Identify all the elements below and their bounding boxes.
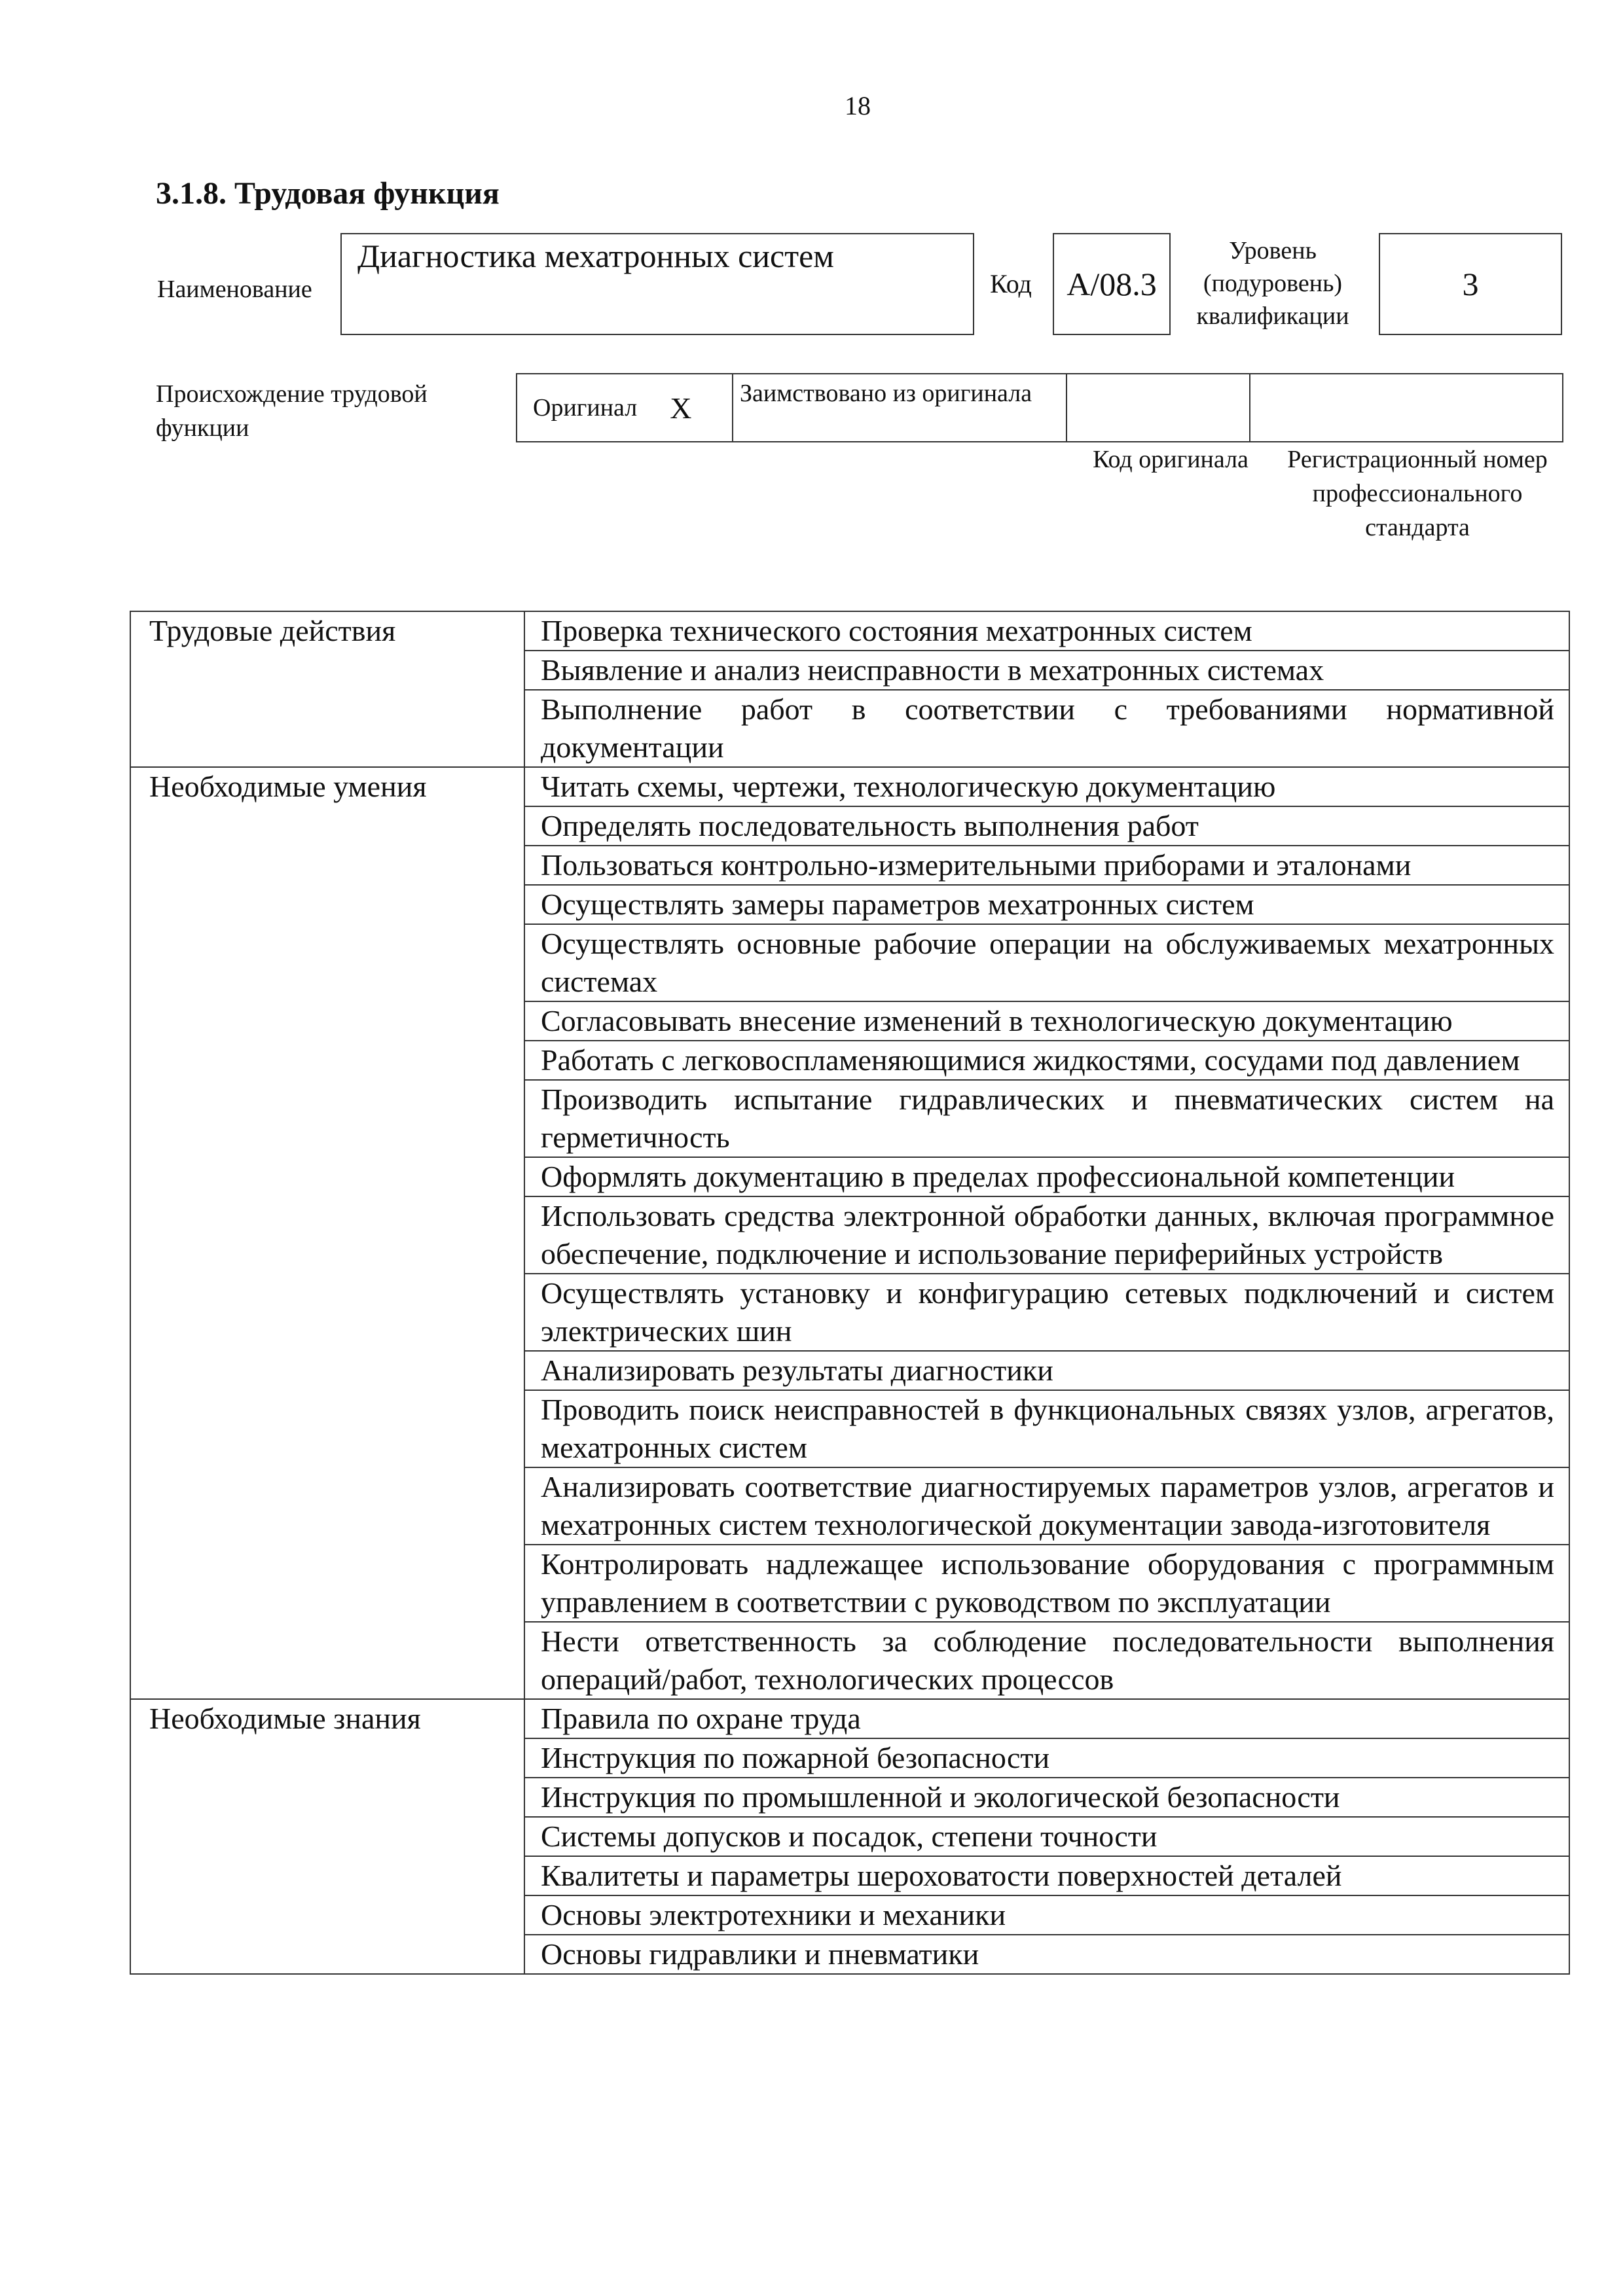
table-row [130,611,1569,651]
category-cell: Необходимые умения [130,767,524,1699]
item-cell: Выявление и анализ неисправности в мехатронных системах [524,651,1569,690]
item-cell: Основы гидравлики и пневматики [524,1935,1569,1974]
origin-label: Происхождение трудовой функции [156,380,428,442]
table-row [130,1699,1569,1738]
origin-original-label: Оригинал [533,394,638,422]
item-cell: Пользоваться контрольно-измерительными приборами и эталонами [524,846,1569,885]
item-cell: Системы допусков и посадок, степени точности [524,1817,1569,1856]
origin-row [516,373,1563,442]
item-cell: Проверка технического состояния мехатронных систем [524,611,1569,651]
item-cell: Основы электротехники и механики [524,1895,1569,1935]
table-row [130,767,1569,806]
level-label: Уровень (подуровень) квалификации [1196,237,1349,330]
item-cell: Выполнение работ в соответствии с требованиями нормативной документации [524,690,1569,767]
item-cell: Оформлять документацию в пределах профессиональной компетенции [524,1157,1569,1196]
name-value-box: Диагностика мехатронных систем [340,233,974,335]
code-original-caption: Код оригинала [1093,446,1249,473]
item-cell: Инструкция по промышленной и экологической безопасности [524,1778,1569,1817]
item-cell: Нести ответственность за соблюдение последовательности выполнения операций/работ, технологических процессов [524,1622,1569,1699]
item-cell: Инструкция по пожарной безопасности [524,1738,1569,1778]
origin-reg-cell [1250,374,1562,441]
item-cell: Квалитеты и параметры шероховатости поверхностей деталей [524,1856,1569,1895]
category-cell: Трудовые действия [130,611,524,767]
origin-original-cell [517,374,733,441]
item-cell: Правила по охране труда [524,1699,1569,1738]
origin-original-mark: X [670,391,692,425]
item-cell: Использовать средства электронной обработки данных, включая программное обеспечение, подключение и использование периферийных устройств [524,1196,1569,1274]
item-cell: Читать схемы, чертежи, технологическую документацию [524,767,1569,806]
reg-number-caption: Регистрационный номер профессионального стандарта [1287,446,1548,541]
section-title: 3.1.8. Трудовая функция [156,176,500,211]
item-cell: Анализировать результаты диагностики [524,1351,1569,1390]
item-cell: Контролировать надлежащее использование оборудования с программным управлением в соответствии с руководством по эксплуатации [524,1545,1569,1622]
item-cell: Работать с легковоспламеняющимися жидкостями, сосудами под давлением [524,1041,1569,1080]
code-value-box: A/08.3 [1053,233,1171,335]
name-label: Наименование [157,276,312,303]
category-cell: Необходимые знания [130,1699,524,1974]
item-cell: Осуществлять основные рабочие операции на обслуживаемых мехатронных системах [524,924,1569,1001]
item-cell: Согласовывать внесение изменений в технологическую документацию [524,1001,1569,1041]
item-cell: Осуществлять установку и конфигурацию сетевых подключений и систем электрических шин [524,1274,1569,1351]
function-table [130,611,1570,1975]
origin-code-cell [1067,374,1250,441]
code-label: Код [990,269,1032,298]
item-cell: Анализировать соответствие диагностируемых параметров узлов, агрегатов и мехатронных систем технологической документации завода-изготовителя [524,1467,1569,1545]
origin-borrowed-cell: Заимствовано из оригинала [733,374,1067,441]
item-cell: Определять последовательность выполнения работ [524,806,1569,846]
page-number: 18 [845,91,871,120]
item-cell: Проводить поиск неисправностей в функциональных связях узлов, агрегатов, мехатронных систем [524,1390,1569,1467]
item-cell: Производить испытание гидравлических и пневматических систем на герметичность [524,1080,1569,1157]
item-cell: Осуществлять замеры параметров мехатронных систем [524,885,1569,924]
level-value-box: 3 [1379,233,1562,335]
